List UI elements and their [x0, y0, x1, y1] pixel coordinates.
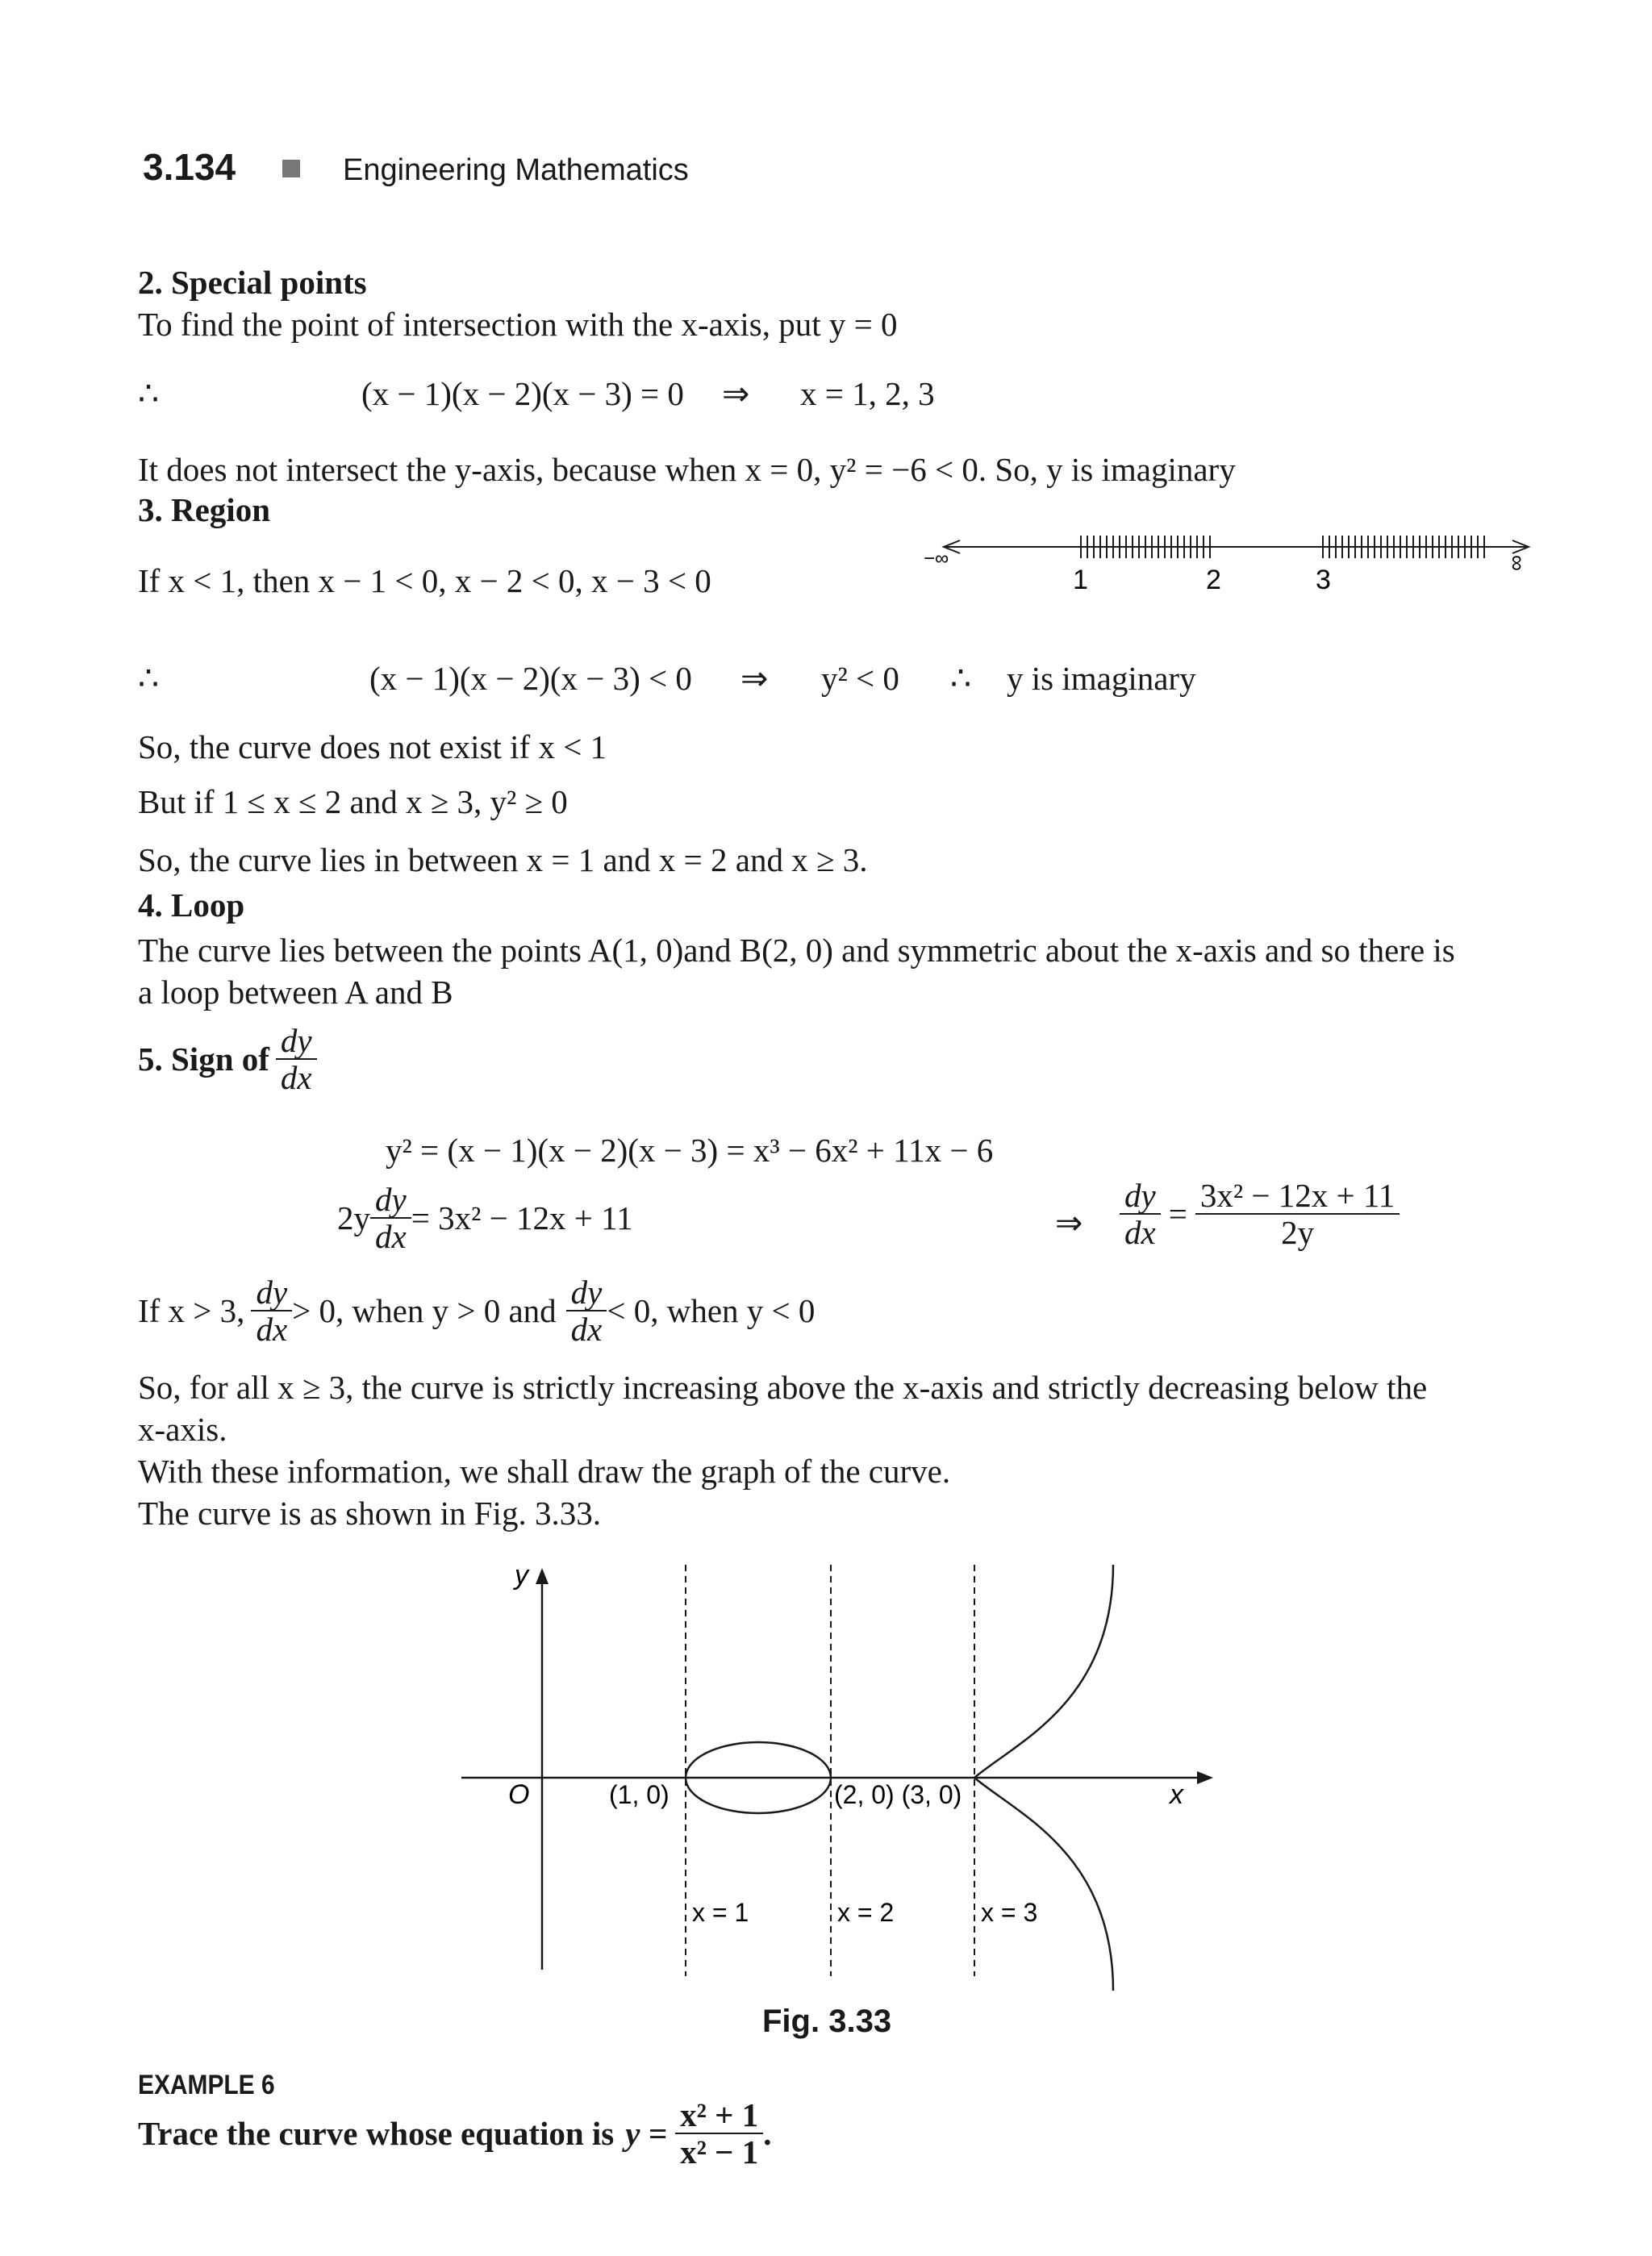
sec3-conclusion: y is imaginary	[1007, 660, 1196, 697]
frac-num: dy	[570, 1274, 603, 1311]
frac-den: dx	[251, 1310, 292, 1347]
number-line-axis	[944, 540, 1529, 553]
fig-label-x1: x = 1	[692, 1898, 749, 1927]
frac-den: 2y	[1195, 1213, 1400, 1250]
number-line-tick-2: 2	[1206, 565, 1221, 595]
number-line	[920, 524, 1549, 597]
upper-branch-curve	[974, 1565, 1113, 1778]
fig-label-x2: x = 2	[837, 1898, 895, 1927]
frac-num: dy	[375, 1181, 407, 1218]
y-axis	[536, 1568, 549, 1970]
fig-point-1-0: (1, 0)	[609, 1780, 670, 1809]
sec3-result: y² < 0	[821, 660, 899, 697]
book-title: Engineering Mathematics	[343, 153, 689, 187]
eq3-lhs-fraction	[1120, 1178, 1161, 1250]
example-label: EXAMPLE 6	[138, 2070, 275, 2100]
frac-den: dx	[1120, 1213, 1161, 1250]
sec5-line3: With these information, we shall draw the graph of the curve.	[138, 1453, 951, 1490]
cond-fraction-1	[251, 1274, 292, 1347]
sec5-eq1: y² = (x − 1)(x − 2)(x − 3) = x³ − 6x² + 11x − 6	[386, 1132, 994, 1169]
sec5-line1: So, for all x ≥ 3, the curve is strictly increasing above the x-axis and strictly decreasing below the	[138, 1369, 1428, 1406]
cond-prefix: If x > 3,	[138, 1292, 245, 1329]
frac-num: 3x² − 12x + 11	[1199, 1177, 1395, 1214]
page-number: 3.134	[143, 146, 236, 188]
cond-end: < 0, when y < 0	[607, 1292, 816, 1329]
eq2-prefix: 2y	[337, 1199, 370, 1236]
sec3-line3: But if 1 ≤ x ≤ 2 and x ≥ 3, y² ≥ 0	[138, 783, 568, 820]
cond-mid: > 0, when y > 0 and	[292, 1292, 557, 1329]
frac-num: dy	[280, 1022, 312, 1059]
eq2-fraction	[370, 1182, 411, 1254]
section-heading-loop: 4. Loop	[138, 886, 245, 924]
sec3-therefore: ∴	[138, 660, 160, 697]
fig-y-label: y	[515, 1560, 528, 1591]
sec3-therefore2: ∴	[950, 660, 972, 697]
sec3-equation: (x − 1)(x − 2)(x − 3) < 0	[369, 660, 692, 697]
sec2-line2: It does not intersect the y-axis, because when x = 0, y² = −6 < 0. So, y is imaginary	[138, 451, 1236, 488]
example-lhs: y =	[625, 2115, 668, 2152]
sign-heading-text: 5. Sign of	[138, 1040, 269, 1078]
sec5-line4: The curve is as shown in Fig. 3.33.	[138, 1495, 601, 1532]
sec5-eq3	[1120, 1178, 1400, 1250]
number-line-neg-inf: −∞	[924, 548, 949, 569]
sec3-implies: ⇒	[740, 660, 769, 697]
example-fraction	[675, 2097, 763, 2170]
fig-points-2-3: (2, 0) (3, 0)	[834, 1780, 962, 1809]
sec5-line2: x-axis.	[138, 1411, 227, 1448]
sec5-condition	[138, 1274, 815, 1347]
number-line-tick-3: 3	[1316, 565, 1331, 595]
header-square-icon	[282, 160, 300, 177]
sec2-roots: x = 1, 2, 3	[800, 375, 935, 412]
frac-num: x² + 1	[680, 2096, 759, 2133]
frac-num: dy	[256, 1274, 288, 1311]
sec4-line2: a loop between A and B	[138, 974, 453, 1011]
lower-branch-curve	[974, 1778, 1113, 1991]
section-heading-sign	[138, 1023, 317, 1095]
cond-fraction-2	[566, 1274, 607, 1347]
example-text: Trace the curve whose equation is	[138, 2115, 615, 2152]
frac-den: dx	[566, 1310, 607, 1347]
sec3-line2: So, the curve does not exist if x < 1	[138, 728, 607, 765]
sec2-line1: To find the point of intersection with the x-axis, put y = 0	[138, 306, 898, 343]
number-line-tick-1: 1	[1073, 565, 1088, 595]
fig-label-x3: x = 3	[981, 1898, 1038, 1927]
sec2-therefore: ∴	[138, 375, 160, 412]
eq3-rhs-fraction	[1195, 1178, 1400, 1250]
section-heading-special-points: 2. Special points	[138, 264, 367, 301]
number-line-pos-inf: ∞	[1505, 555, 1530, 571]
sec2-implies: ⇒	[722, 375, 750, 412]
frac-den: dx	[276, 1058, 317, 1095]
figure-3-33	[452, 1557, 1226, 2008]
fig-x-label: x	[1170, 1779, 1183, 1810]
sign-heading-fraction	[276, 1023, 317, 1095]
sec5-eq2	[337, 1182, 633, 1254]
example-statement	[138, 2097, 771, 2170]
frac-num: dy	[1124, 1177, 1156, 1214]
frac-den: dx	[370, 1217, 411, 1254]
sec3-line4: So, the curve lies in between x = 1 and x = 2 and x ≥ 3.	[138, 841, 868, 878]
eq3-equals: =	[1168, 1195, 1187, 1232]
figure-caption: Fig. 3.33	[762, 2004, 892, 2039]
hatch-1-to-2	[1081, 536, 1210, 558]
eq2-rhs: = 3x² − 12x + 11	[411, 1199, 633, 1236]
fig-origin-label: O	[508, 1779, 530, 1810]
sec3-line1: If x < 1, then x − 1 < 0, x − 2 < 0, x − 3 < 0	[138, 562, 711, 599]
sec2-equation: (x − 1)(x − 2)(x − 3) = 0	[361, 375, 684, 412]
sec4-line1: The curve lies between the points A(1, 0)and B(2, 0) and symmetric about the x-axis and so there is	[138, 932, 1455, 969]
section-heading-region: 3. Region	[138, 491, 270, 528]
frac-den: x² − 1	[675, 2133, 763, 2170]
example-end: .	[763, 2115, 772, 2152]
sec5-implies: ⇒	[1055, 1204, 1083, 1241]
